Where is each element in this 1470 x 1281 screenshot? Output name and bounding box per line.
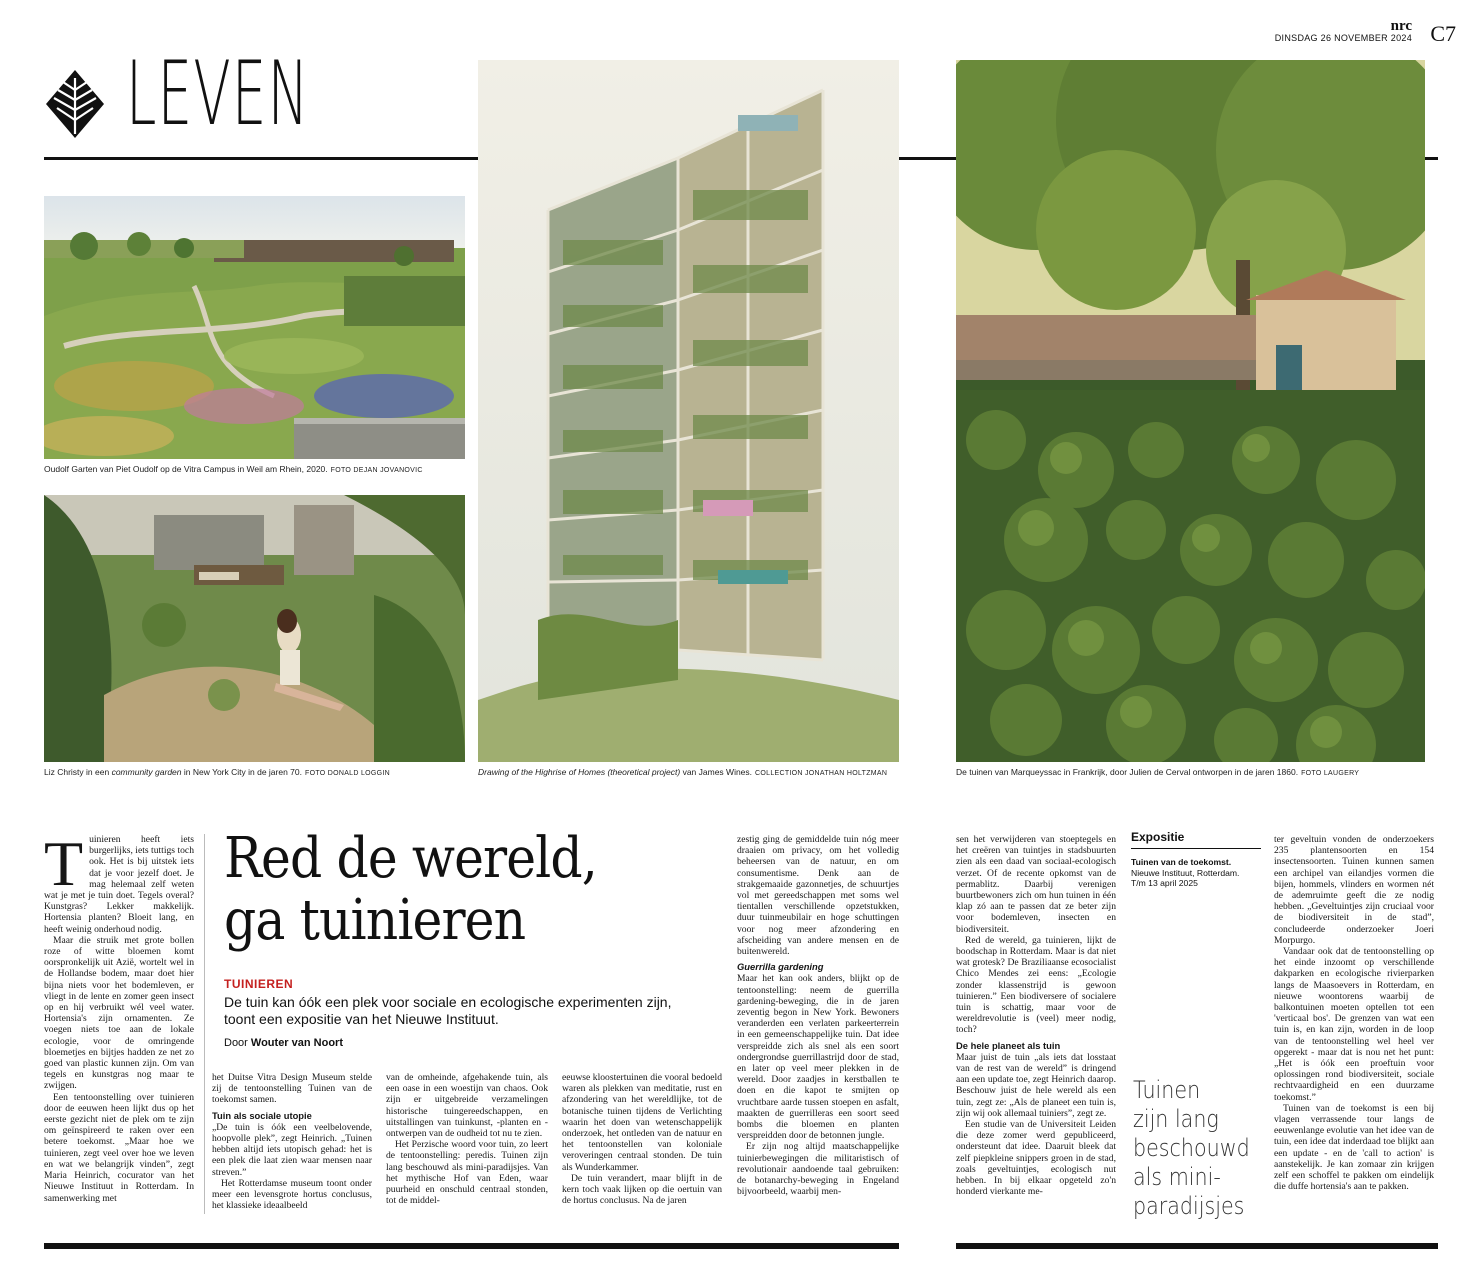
photo-liz-christy	[44, 495, 465, 762]
caption-text-italic: Drawing of the Highrise of Homes (theoretical project)	[478, 767, 681, 777]
page-date: DINSDAG 26 NOVEMBER 2024	[1274, 33, 1412, 43]
pull-quote-line: als mini-	[1133, 1163, 1221, 1191]
paragraph: Er zijn nog altijd maatschappelijke tuinierbewegingen die militaristisch of revolutionair aandoende taal gebruiken: de botanarchy-beweging in Engeland bijvoorbeeld, waarbij men-	[737, 1141, 899, 1198]
article-headline	[224, 828, 597, 952]
article-kicker: TUINIEREN	[224, 977, 294, 991]
pull-quote-line: paradijsjes	[1133, 1192, 1245, 1220]
paragraph: Maar het kan ook anders, blijkt op de tentoonstelling: neem de guerrilla gardening-beweging, die in de jaren zeventig begon in New York. Bewoners veranderden een verlaten parkeerterrein in een gemeenschappelijke tuin. Dat idee verspreidde zich als snel als een soort ondergrondse guerrillastrijd door de stad, en later op veel meer plekken in de wereld. Door zaadjes in kerstballen te doen en die kapot te smijten op vruchtbare aarde tussen stoepen en asfalt, maakten de guerrilleras een soort seed bombs die bloemen en planten verspreidden door de betonnen jungle.	[737, 973, 899, 1142]
photo-caption-highrise	[478, 767, 887, 777]
photo-credit: FOTO DEJAN JOVANOVIC	[330, 467, 423, 474]
exposition-title: Tuinen van de toekomst.	[1131, 857, 1232, 867]
exposition-label: Expositie	[1131, 830, 1185, 844]
article-column-5	[737, 834, 899, 1224]
photo-marqueyssac-gardens	[956, 60, 1425, 762]
paragraph: het Duitse Vitra Design Museum stelde zij de tentoonstelling Tuinen van de toekomst samen.	[212, 1072, 372, 1106]
article-column-2	[212, 1072, 372, 1222]
photo-credit: FOTO DONALD LOGGIN	[305, 770, 391, 777]
caption-text-post: in New York City in de jaren 70.	[183, 767, 302, 777]
paragraph: sen het verwijderen van stoeptegels en het creëren van tuintjes in stadsbuurten zien als een daad van sociaal-ecologisch verzet. Of de recente opkomst van de permablitz. Daarbij verenigen buurtbewoners zich om hun tuinen in één klap zó aan te passen dat ze beter zijn voor bodemleven, insecten en biodiversiteit.	[956, 834, 1116, 935]
subheading: Tuin als sociale utopie	[212, 1109, 312, 1121]
drop-cap: T	[44, 834, 84, 899]
paragraph: Een tentoonstelling over tuinieren door de eeuwen heen lijkt dus op het eerste gezicht niet de plek om te zijn om geïnspireerd te raken over een betere toekomst. „Maar hoe we tuinieren, zegt veel over hoe we leven en wat we belangrijk vinden”, zegt Maria Heinrich, cocurator van het Nieuwe Instituut in Rotterdam. In samenwerking met	[44, 1091, 194, 1204]
caption-text: De tuinen van Marqueyssac in Frankrijk, door Julien de Cerval ontworpen in de jaren 1860.	[956, 767, 1299, 777]
photo-credit: COLLECTION JONATHAN HOLTZMAN	[755, 770, 888, 777]
pull-quote	[1133, 1076, 1250, 1221]
paragraph: ter geveltuin vonden de onderzoekers 235 plantensoorten en 154 insectensoorten. Tuinen kunnen samen een archipel van eilandjes vormen die bijen, hommels, vlinders en wormen nét de ademruimte geeft die ze nodig hebben. „Geveltuintjes zijn cruciaal voor de biodiversiteit in de stad”, concludeerde onderzoeker Joeri Morpurgo.	[1274, 834, 1434, 946]
paragraph: Het Rotterdamse museum toont onder meer een levensgrote hortus conclusus, het klassieke ideaalbeeld	[212, 1177, 372, 1212]
subheading: Guerrilla gardening	[737, 961, 824, 973]
footer-rule-left	[44, 1243, 899, 1249]
photo-credit: FOTO LAUGERY	[1301, 770, 1360, 777]
paragraph: uinieren heeft iets burgerlijks, iets tuttigs toch ook. Het is bij uitstek iets dat je voor jezelf doet. Je mag helemaal zelf weten wat je met je tuin doet. Tegels overal? Kunstgras? Lekker makkelijk. Hortensia planten? Bloeit lang, en heeft weinig onderhoud nodig.	[44, 834, 194, 935]
headline-line-2: ga tuinieren	[224, 888, 526, 953]
paragraph: „De tuin is óók een veelbelovende, hoopvolle plek”, zegt Heinrich. „Tuinen hebben altijd iets utopisch gehad: het is een plek die laat zien waar mensen naar streven.”	[212, 1121, 372, 1178]
article-column-8	[1274, 834, 1434, 1224]
paragraph: zestig ging de gemiddelde tuin nóg meer draaien om privacy, om het volledig beheersen van de natuur, en om consumentisme. Denk aan de strakgemaaide gazonnetjes, de schuurtjes vol met gereedschappen met soms wel tientallen verschillende opzetstukken, duur tuinmeubilair en hoge schuttingen voor nog meer afzondering en afscheiding van andere mensen en de buitenwereld.	[737, 834, 899, 958]
caption-text-italic: community garden	[111, 767, 182, 777]
paragraph: eeuwse kloostertuinen die vooral bedoeld waren als plekken van meditatie, rust en afzondering van het wereldlijke, tot de botanische tuinen tijdens de Verlichting waarin het doen van wetenschappelijk onderzoek, het ontleden van de natuur en het tentoonstellen van koloniale veroveringen centraal stonden. De tuin als Wunderkammer.	[562, 1072, 722, 1173]
brand-logo: nrc	[1390, 18, 1412, 34]
exposition-details	[1131, 857, 1261, 889]
article-column-3	[386, 1072, 548, 1222]
caption-text-pre: Liz Christy in een	[44, 767, 110, 777]
page-header	[1256, 18, 1456, 52]
photo-caption-oudolf	[44, 464, 423, 474]
header-rule-left	[44, 157, 480, 160]
paragraph: Maar die struik met grote bollen roze of witte bloemen komt oorspronkelijk uit Azië, wortelt wel in de Hollandse bodem, maar doet hier bijna niets voor het bodemleven, er vliegt in de lente en zomer geen insect op en hij verbruikt wél veel water. Hortensia's zijn ornamenten. Ze voegen niets toe aan de lokale ecologie, voor de omringende bloemetjes en bijtjes hadden ze net zo goed van plastic kunnen zijn. Om van tegels en kunstgras nog maar te zwijgen.	[44, 934, 194, 1092]
paragraph: Vandaar ook dat de tentoonstelling op het einde inzoomt op verschillende dakparken en ecologische rivierparken langs de Maasoevers in Rotterdam, en nieuwe woontorens waarbij de balkontuinen moeten optellen tot een 'verticaal bos'. De grenzen van wat een tuin is, en kan zijn, worden in de loop van de tentoonstelling wel heel ver opgerekt - maar dat is nou net het punt: „Het is óók een proeftuin voor oplossingen rond biodiversiteit, sociale rechtvaardigheid en een duurzame toekomst.”	[1274, 946, 1434, 1103]
exposition-dates: T/m 13 april 2025	[1131, 878, 1198, 888]
exposition-box	[1131, 830, 1261, 889]
paragraph: van de omheinde, afgehakende tuin, als een oase in een woestijn van chaos. Ook zijn er uitgebreide verzamelingen historische tuingereedschappen, en uitstallingen van tuinkunst, -planten en -ontwerpen van de oudheid tot nu te zien.	[386, 1072, 548, 1140]
column-divider	[204, 834, 205, 1214]
footer-rule-right	[956, 1243, 1438, 1249]
photo-caption-liz-christy	[44, 767, 390, 777]
subheading: De hele planeet als tuin	[956, 1039, 1061, 1051]
paragraph: Het Perzische woord voor tuin, zo leert de tentoonstelling: peredis. Tuinen zijn lang beschouwd als mini-paradijsjes. Van het mythische Hof van Eden, waar puurheid en onschuld centraal stonden, tot de middel-	[386, 1139, 548, 1207]
paragraph: Een studie van de Universiteit Leiden die deze zomer werd gepubliceerd, ondersteunt dat idee. Daaruit bleek dat zelf piepkleine snippers groen in de stad, zoals geveltuintjes, ecologisch nut hebben. In bij elkaar opgeteld zo'n honderd vierkante me-	[956, 1119, 1116, 1198]
caption-text-post: van James Wines.	[682, 767, 753, 777]
paragraph: De tuin verandert, maar blijft in de kern toch vaak lijken op die oertuin van de hortus conclusus. Na de jaren	[562, 1172, 722, 1207]
pull-quote-line: Tuinen	[1133, 1076, 1201, 1104]
article-byline	[224, 1037, 343, 1049]
section-title: LEVEN	[126, 42, 310, 145]
illustration-highrise-of-homes	[478, 60, 899, 762]
byline-author: Wouter van Noort	[250, 1037, 343, 1049]
header-rule-right	[898, 157, 956, 160]
byline-prefix: Door	[224, 1037, 248, 1049]
caption-text: Oudolf Garten van Piet Oudolf op de Vitra Campus in Weil am Rhein, 2020.	[44, 464, 328, 474]
paragraph: Tuinen van de toekomst is een bij vlagen verrassende tour langs de eeuwenlange evolutie van het idee van de tuin, een idee dat inderdaad toe blijkt aan een update - en de 'call to action' is aanstekelijk. Je kan zomaar zin krijgen zelf een schoffel te pakken om eindelijk die duffe hortensia's aan te pakken.	[1274, 1102, 1434, 1193]
article-column-4	[562, 1072, 722, 1222]
page-number: C7	[1430, 21, 1456, 46]
article-column-6	[956, 834, 1116, 1224]
paragraph: Red de wereld, ga tuinieren, lijkt de boodschap in Rotterdam. Maar is dat niet wat grotesk? De Braziliaanse ecosocialist Chico Mendes zei eens: „Ecologie zonder klassenstrijd is gewoon tuinieren.” Een biodiversere of socialere tuin is schattig, maar voor de wereldrevolutie is (veel) meer nodig, toch?	[956, 934, 1116, 1036]
header-rule-far-right	[1424, 157, 1438, 160]
photo-oudolf-garden	[44, 196, 465, 459]
headline-line-1: Red de wereld,	[224, 826, 597, 891]
photo-caption-marqueyssac	[956, 767, 1359, 777]
leaf-logo-icon	[44, 68, 106, 140]
article-column-1	[44, 834, 194, 1224]
pull-quote-line: beschouwd	[1133, 1134, 1250, 1162]
exposition-venue: Nieuwe Instituut, Rotterdam.	[1131, 867, 1240, 878]
pull-quote-line: zijn lang	[1133, 1105, 1219, 1133]
article-intro: De tuin kan óók een plek voor sociale en ecologische experimenten zijn, toont een expositie van het Nieuwe Instituut.	[224, 994, 672, 1027]
paragraph: Maar juist de tuin „als iets dat losstaat van de rest van de wereld” is dringend aan een update toe, zegt Heinrich daarop. Beschouw juist de hele wereld als een tuin, zegt ze: „Als de planeet een tuin is, zijn wij ook allemaal tuiniers”, zegt ze.	[956, 1051, 1116, 1119]
exposition-rule	[1131, 848, 1261, 849]
